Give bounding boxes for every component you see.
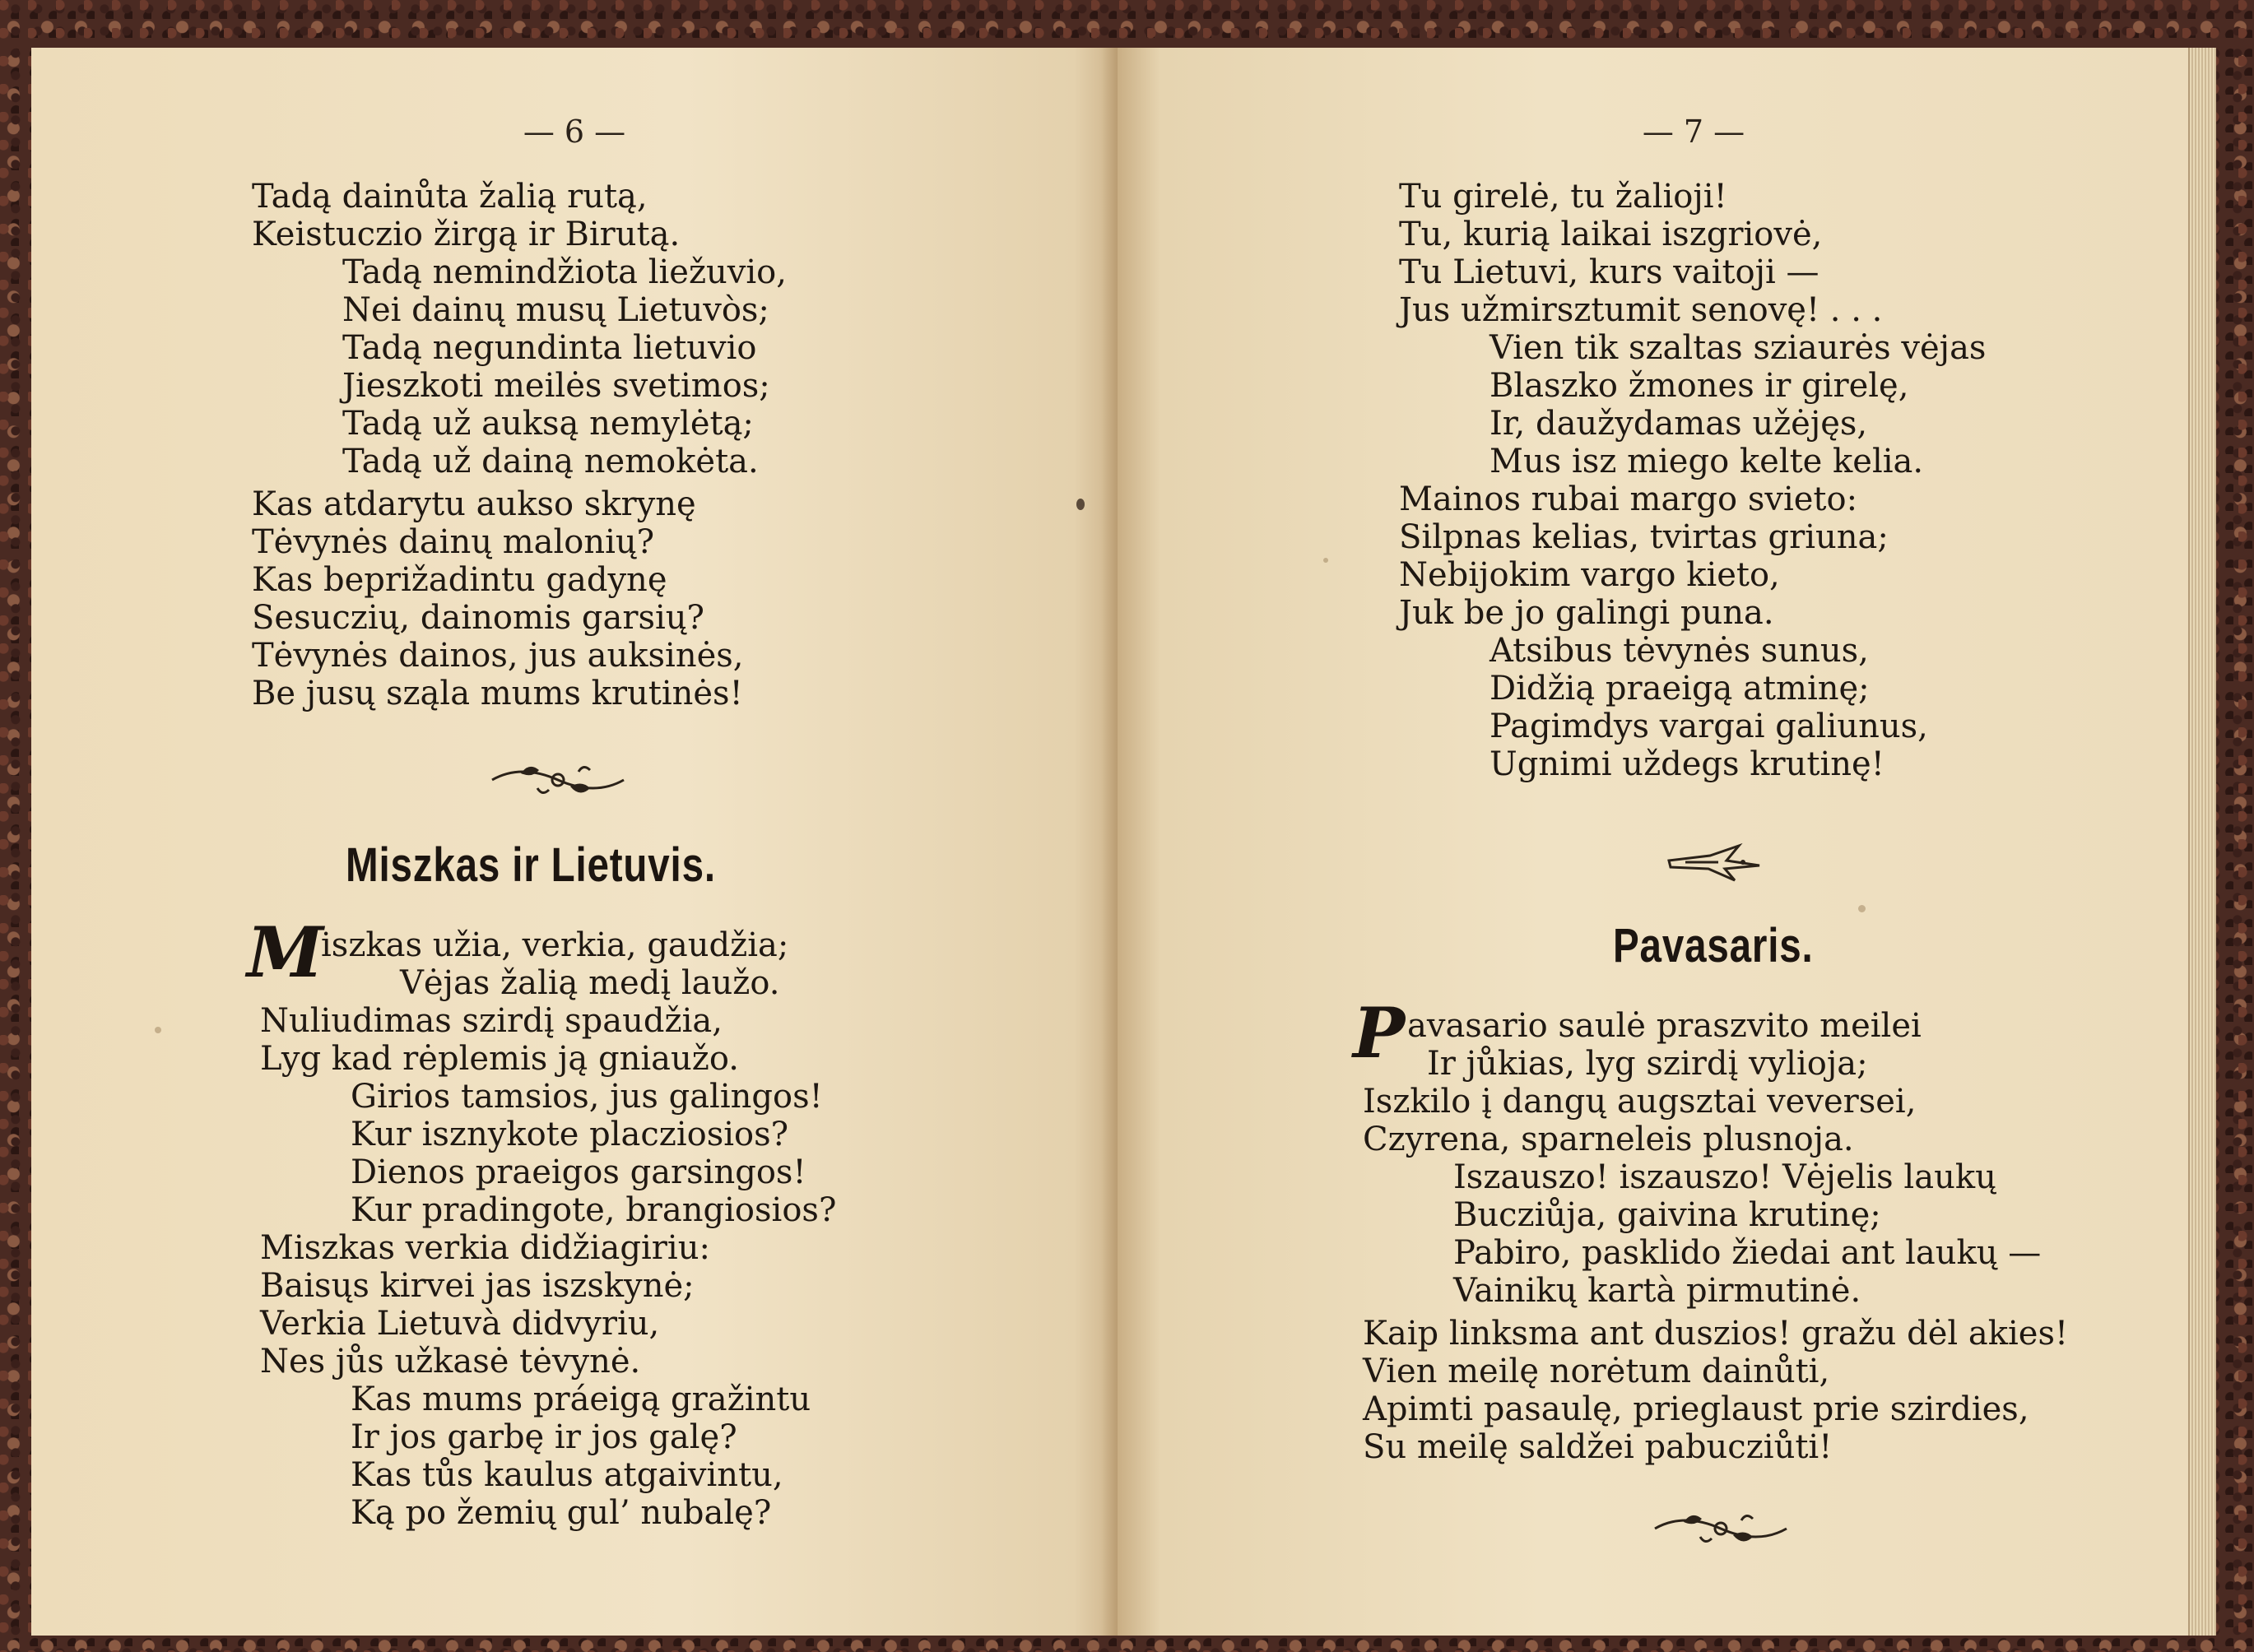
right-poem-body: [1363, 1083, 2068, 1466]
page-number-right: — 7 —: [1642, 114, 1745, 150]
right-page: [1118, 48, 2190, 1636]
poem-line: Apimti pasaulę, prieglaust prie szirdies,: [1363, 1390, 2029, 1428]
right-top-stanzas: [1399, 178, 1986, 783]
poem-line: Ką po žemių gul’ nubalę?: [351, 1494, 772, 1532]
poem-line: Kur isznykote placziosios?: [351, 1116, 789, 1153]
poem-line: Tu girelė, tu žalioji!: [1399, 178, 1727, 216]
first-line-rest: iszkas užia, verkia, gaudžia;: [321, 926, 789, 964]
left-page: [31, 48, 1118, 1636]
poem-line: Bucziůja, gaivina krutinę;: [1453, 1196, 1881, 1234]
second-line: Vėjas žalią medį laužo.: [400, 964, 780, 1002]
floral-ornament-icon: [1651, 1504, 1791, 1553]
poem-line: Nebijokim vargo kieto,: [1399, 556, 1780, 594]
poem-line: Silpnas kelias, tvirtas griuna;: [1399, 518, 1889, 556]
poem-line: Kas atdarytu aukso skrynę: [252, 485, 696, 523]
poem-line: Tadą negundinta lietuvio: [342, 329, 757, 367]
poem-line: Lyg kad rėplemis ją gniaužo.: [260, 1040, 739, 1078]
page-edges: [2188, 48, 2216, 1636]
poem-line: Ir, daužydamas užėjęs,: [1489, 405, 1868, 443]
page-number-left: — 6 —: [523, 114, 626, 150]
poem-line: Dienos praeigos garsingos!: [351, 1153, 806, 1191]
poem-line: Vainikų kartà pirmutinė.: [1453, 1272, 1861, 1310]
poem-line: Kur pradingote, brangiosios?: [351, 1191, 837, 1229]
poem-line: Sesuczių, dainomis garsių?: [252, 599, 704, 637]
poem-line: Jus užmirsztumit senovę! . . .: [1399, 291, 1883, 329]
second-line: Ir jůkias, lyg szirdį vylioja;: [1427, 1045, 1868, 1083]
poem-line: Vien meilę norėtum dainůti,: [1363, 1353, 1830, 1390]
poem-line: Juk be jo galingi puna.: [1399, 594, 1774, 632]
dropcap-m: M: [247, 912, 323, 993]
left-top-stanzas: [252, 178, 787, 712]
poem-line: Girios tamsios, jus galingos!: [351, 1078, 823, 1116]
poem-line: Tėvynės dainų malonių?: [252, 523, 655, 561]
left-poem-body: [260, 1002, 836, 1532]
poem-line: Kaip linksma ant duszios! gražu dėl akies!: [1363, 1315, 2069, 1353]
poem-line: Mainos rubai margo svieto:: [1399, 480, 1858, 518]
poem-line: Tu, kurią laikai iszgriovė,: [1399, 216, 1823, 253]
poem-title-miszkas: Miszkas ir Lietuvis.: [346, 838, 716, 892]
poem-line: Tadą nemindžiota liežuvio,: [342, 253, 787, 291]
poem-line: Nei dainų musų Lietuvòs;: [342, 291, 769, 329]
poem-line: Didžią praeigą atminę;: [1489, 670, 1870, 708]
poem-line: Iszkilo į dangų augsztai veversei,: [1363, 1083, 1917, 1121]
poem-line: Kas tůs kaulus atgaivintu,: [351, 1456, 783, 1494]
poem-line: Be jusų sząla mums krutinės!: [252, 675, 743, 712]
poem-line: Pagimdys vargai galiunus,: [1489, 708, 1928, 745]
poem-line: Czyrena, sparneleis plusnoja.: [1363, 1121, 1854, 1158]
poem-line: Tėvynės dainos, jus auksinės,: [252, 637, 744, 675]
first-line-rest: avasario saulė praszvito meilei: [1407, 1007, 1922, 1045]
poem-line: Blaszko žmones ir girelę,: [1489, 367, 1909, 405]
poem-line: Verkia Lietuvà didvyriu,: [260, 1305, 660, 1343]
right-poem-opening: [1353, 992, 1922, 1083]
floral-ornament-icon: [488, 755, 628, 805]
dropcap-p: P: [1353, 992, 1406, 1074]
poem-line: Nes jůs užkasė tėvynė.: [260, 1343, 641, 1381]
poem-line: Pabiro, pasklido žiedai ant laukų —: [1453, 1234, 2042, 1272]
poem-line: Tadą už dainą nemokėta.: [342, 443, 759, 480]
poem-line: Tadą dainůta žalią rutą,: [252, 178, 648, 216]
open-book: [31, 48, 2216, 1636]
poem-line: Iszauszo! iszauszo! Vėjelis laukų: [1453, 1158, 1996, 1196]
left-poem-opening: [247, 912, 789, 1002]
poem-line: Tu Lietuvi, kurs vaitoji —: [1399, 253, 1819, 291]
poem-line: Vien tik szaltas sziaurės vėjas: [1489, 329, 1987, 367]
paper-speck: [1323, 558, 1328, 563]
poem-line: Miszkas verkia didžiagiriu:: [260, 1229, 710, 1267]
poem-line: Nuliudimas szirdį spaudžia,: [260, 1002, 723, 1040]
poem-line: Baisųs kirvei jas iszskynė;: [260, 1267, 695, 1305]
poem-line: Mus isz miego kelte kelia.: [1489, 443, 1924, 480]
poem-line: Su meilę saldžei pabucziůti!: [1363, 1428, 1833, 1466]
poem-line: Keistuczio žirgą ir Birutą.: [252, 216, 681, 253]
poem-line: Kas beprižadintu gadynę: [252, 561, 667, 599]
poem-line: Kas mums práeigą gražintu: [351, 1381, 811, 1418]
poem-line: Tadą už auksą nemylėtą;: [342, 405, 754, 443]
poem-line: Jieszkoti meilės svetimos;: [342, 367, 770, 405]
paper-speck: [155, 1027, 161, 1033]
binding-stitch: [1076, 499, 1085, 510]
poem-line: Ugnimi uždegs krutinę!: [1489, 745, 1885, 783]
poem-title-pavasaris: Pavasaris.: [1613, 919, 1814, 972]
poem-line: Atsibus tėvynės sunus,: [1489, 632, 1869, 670]
paper-speck: [1858, 905, 1866, 912]
bird-ornament-icon: [1661, 838, 1768, 887]
poem-line: Ir jos garbę ir jos galę?: [351, 1418, 737, 1456]
